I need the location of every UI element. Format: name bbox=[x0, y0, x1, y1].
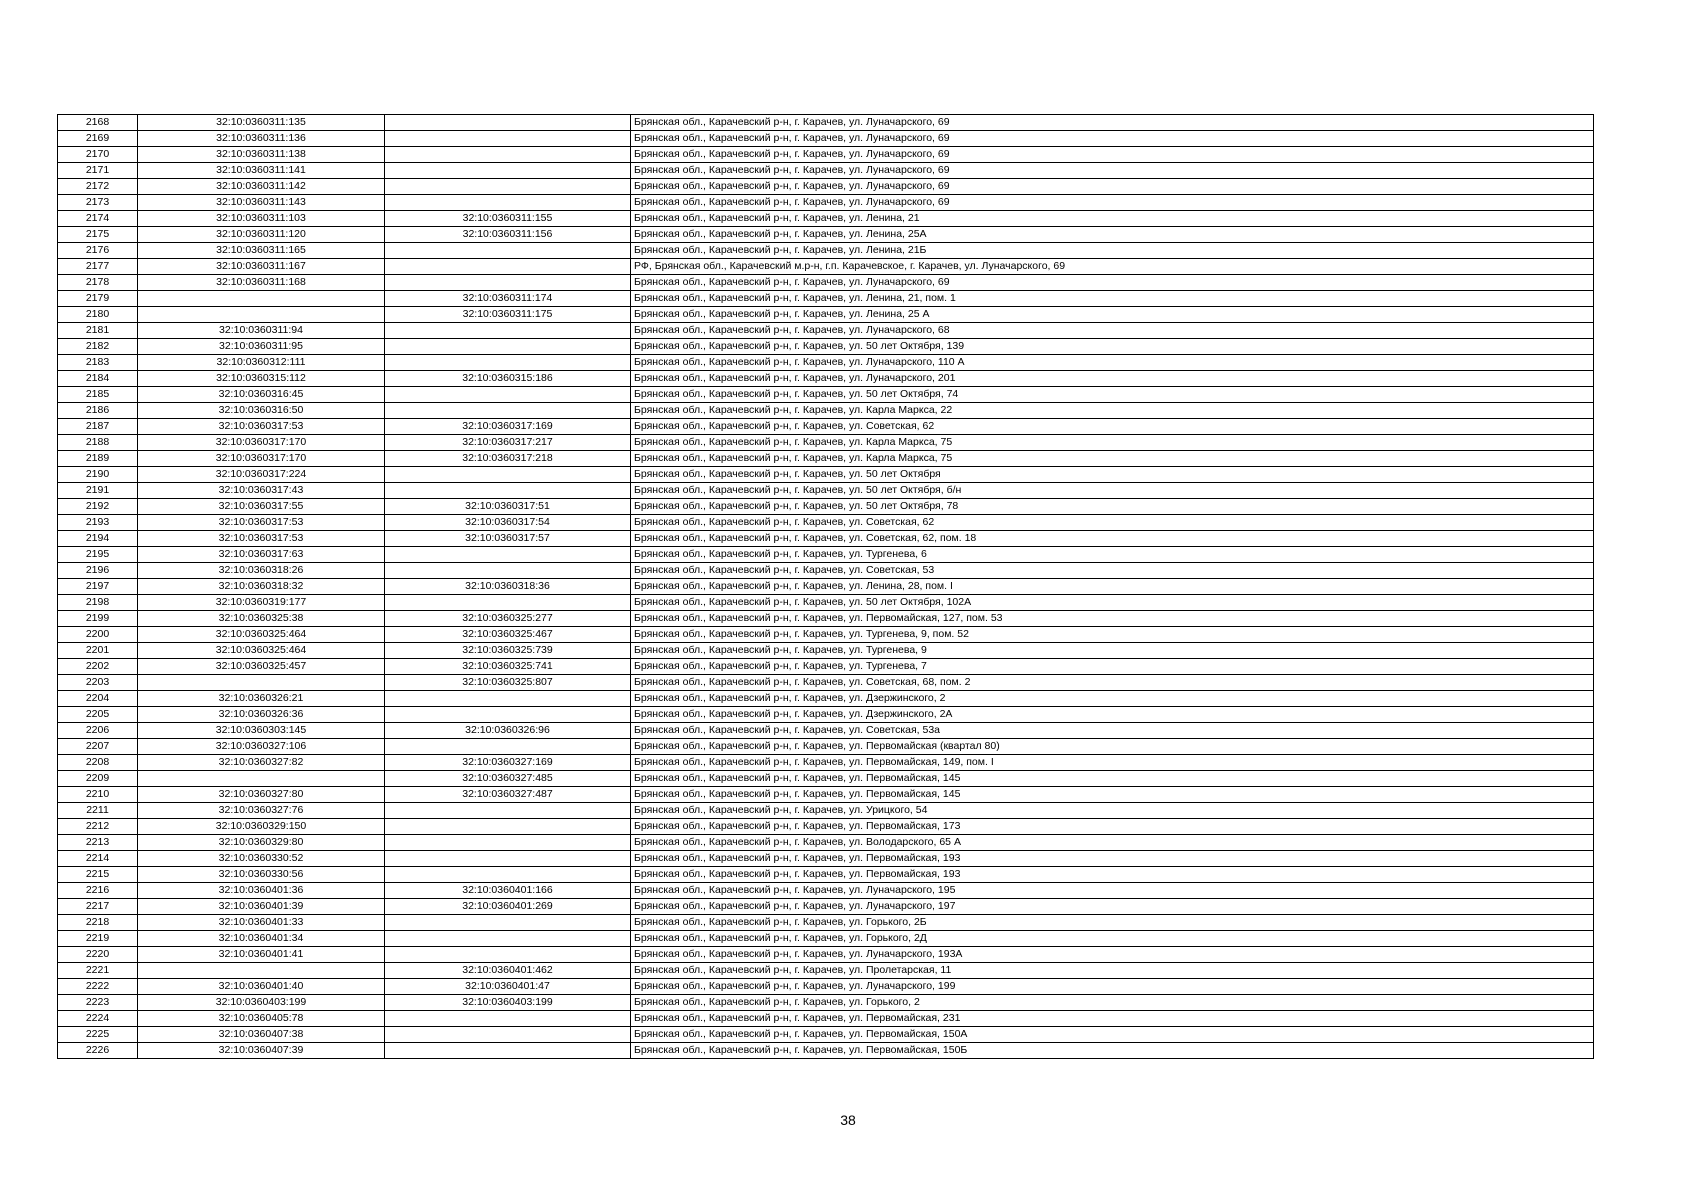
table-row bbox=[58, 563, 1594, 579]
table-row bbox=[58, 547, 1594, 563]
table-row bbox=[58, 899, 1594, 915]
related-cadastral-number-cell bbox=[385, 547, 631, 563]
cadastral-number-cell: 32:10:0360403:199 bbox=[138, 995, 385, 1011]
table-row bbox=[58, 931, 1594, 947]
cadastral-number-cell: 32:10:0360311:141 bbox=[138, 163, 385, 179]
row-number-cell: 2175 bbox=[58, 227, 138, 243]
cadastral-number-cell: 32:10:0360303:145 bbox=[138, 723, 385, 739]
table-row bbox=[58, 531, 1594, 547]
address-cell: Брянская обл., Карачевский р-н, г. Карачев, ул. Первомайская, 193 bbox=[631, 867, 1594, 883]
table-row bbox=[58, 723, 1594, 739]
address-cell: Брянская обл., Карачевский р-н, г. Карачев, ул. Карла Маркса, 75 bbox=[631, 451, 1594, 467]
row-number-cell: 2202 bbox=[58, 659, 138, 675]
table-body bbox=[58, 115, 1594, 1059]
address-cell: Брянская обл., Карачевский р-н, г. Карачев, ул. Луначарского, 195 bbox=[631, 883, 1594, 899]
table-row bbox=[58, 963, 1594, 979]
related-cadastral-number-cell bbox=[385, 595, 631, 611]
property-table bbox=[57, 114, 1594, 1059]
address-cell: Брянская обл., Карачевский р-н, г. Карачев, ул. Первомайская, 145 bbox=[631, 787, 1594, 803]
cadastral-number-cell: 32:10:0360311:136 bbox=[138, 131, 385, 147]
address-cell: Брянская обл., Карачевский р-н, г. Карачев, ул. Карла Маркса, 75 bbox=[631, 435, 1594, 451]
related-cadastral-number-cell: 32:10:0360325:741 bbox=[385, 659, 631, 675]
address-cell: Брянская обл., Карачевский р-н, г. Карачев, ул. 50 лет Октября, 139 bbox=[631, 339, 1594, 355]
table-row bbox=[58, 371, 1594, 387]
row-number-cell: 2173 bbox=[58, 195, 138, 211]
row-number-cell: 2192 bbox=[58, 499, 138, 515]
address-cell: Брянская обл., Карачевский р-н, г. Карачев, ул. Дзержинского, 2 bbox=[631, 691, 1594, 707]
row-number-cell: 2189 bbox=[58, 451, 138, 467]
address-cell: Брянская обл., Карачевский р-н, г. Карачев, ул. Тургенева, 7 bbox=[631, 659, 1594, 675]
table-row bbox=[58, 307, 1594, 323]
address-cell: Брянская обл., Карачевский р-н, г. Карачев, ул. Луначарского, 199 bbox=[631, 979, 1594, 995]
row-number-cell: 2213 bbox=[58, 835, 138, 851]
address-cell: Брянская обл., Карачевский р-н, г. Карачев, ул. Володарского, 65 А bbox=[631, 835, 1594, 851]
related-cadastral-number-cell bbox=[385, 131, 631, 147]
related-cadastral-number-cell: 32:10:0360311:175 bbox=[385, 307, 631, 323]
cadastral-number-cell: 32:10:0360317:63 bbox=[138, 547, 385, 563]
related-cadastral-number-cell bbox=[385, 243, 631, 259]
cadastral-number-cell: 32:10:0360329:150 bbox=[138, 819, 385, 835]
related-cadastral-number-cell: 32:10:0360325:467 bbox=[385, 627, 631, 643]
row-number-cell: 2198 bbox=[58, 595, 138, 611]
address-cell: Брянская обл., Карачевский р-н, г. Карачев, ул. Луначарского, 68 bbox=[631, 323, 1594, 339]
table-row bbox=[58, 675, 1594, 691]
cadastral-number-cell: 32:10:0360311:95 bbox=[138, 339, 385, 355]
cadastral-number-cell: 32:10:0360401:40 bbox=[138, 979, 385, 995]
row-number-cell: 2170 bbox=[58, 147, 138, 163]
cadastral-number-cell: 32:10:0360317:53 bbox=[138, 515, 385, 531]
related-cadastral-number-cell bbox=[385, 339, 631, 355]
table-row bbox=[58, 451, 1594, 467]
table-row bbox=[58, 115, 1594, 131]
row-number-cell: 2199 bbox=[58, 611, 138, 627]
address-cell: Брянская обл., Карачевский р-н, г. Карачев, ул. Луначарского, 69 bbox=[631, 131, 1594, 147]
address-cell: Брянская обл., Карачевский р-н, г. Карачев, ул. Луначарского, 69 bbox=[631, 147, 1594, 163]
address-cell: Брянская обл., Карачевский р-н, г. Карачев, ул. Луначарского, 110 А bbox=[631, 355, 1594, 371]
cadastral-number-cell: 32:10:0360326:21 bbox=[138, 691, 385, 707]
address-cell: Брянская обл., Карачевский р-н, г. Карачев, ул. Урицкого, 54 bbox=[631, 803, 1594, 819]
address-cell: Брянская обл., Карачевский р-н, г. Карачев, ул. Луначарского, 69 bbox=[631, 275, 1594, 291]
cadastral-number-cell: 32:10:0360311:120 bbox=[138, 227, 385, 243]
address-cell: Брянская обл., Карачевский р-н, г. Карачев, ул. Советская, 53а bbox=[631, 723, 1594, 739]
cadastral-number-cell: 32:10:0360318:32 bbox=[138, 579, 385, 595]
table-row bbox=[58, 819, 1594, 835]
cadastral-number-cell bbox=[138, 771, 385, 787]
address-cell: Брянская обл., Карачевский р-н, г. Карачев, ул. Советская, 62, пом. 18 bbox=[631, 531, 1594, 547]
cadastral-number-cell: 32:10:0360327:80 bbox=[138, 787, 385, 803]
related-cadastral-number-cell bbox=[385, 563, 631, 579]
cadastral-number-cell: 32:10:0360311:165 bbox=[138, 243, 385, 259]
cadastral-number-cell: 32:10:0360329:80 bbox=[138, 835, 385, 851]
row-number-cell: 2207 bbox=[58, 739, 138, 755]
table-row bbox=[58, 227, 1594, 243]
address-cell: Брянская обл., Карачевский р-н, г. Карачев, ул. Советская, 53 bbox=[631, 563, 1594, 579]
cadastral-number-cell: 32:10:0360401:33 bbox=[138, 915, 385, 931]
cadastral-number-cell: 32:10:0360317:43 bbox=[138, 483, 385, 499]
related-cadastral-number-cell: 32:10:0360317:54 bbox=[385, 515, 631, 531]
row-number-cell: 2193 bbox=[58, 515, 138, 531]
related-cadastral-number-cell bbox=[385, 1011, 631, 1027]
row-number-cell: 2223 bbox=[58, 995, 138, 1011]
row-number-cell: 2212 bbox=[58, 819, 138, 835]
address-cell: Брянская обл., Карачевский р-н, г. Карачев, ул. Горького, 2Д bbox=[631, 931, 1594, 947]
table-row bbox=[58, 787, 1594, 803]
cadastral-number-cell: 32:10:0360316:50 bbox=[138, 403, 385, 419]
address-cell: Брянская обл., Карачевский р-н, г. Карачев, ул. Первомайская, 150Б bbox=[631, 1043, 1594, 1059]
cadastral-number-cell: 32:10:0360311:103 bbox=[138, 211, 385, 227]
related-cadastral-number-cell: 32:10:0360317:169 bbox=[385, 419, 631, 435]
table-row bbox=[58, 883, 1594, 899]
cadastral-number-cell: 32:10:0360311:142 bbox=[138, 179, 385, 195]
row-number-cell: 2169 bbox=[58, 131, 138, 147]
address-cell: Брянская обл., Карачевский р-н, г. Карачев, ул. Первомайская, 150А bbox=[631, 1027, 1594, 1043]
table-row bbox=[58, 435, 1594, 451]
row-number-cell: 2188 bbox=[58, 435, 138, 451]
cadastral-number-cell: 32:10:0360326:36 bbox=[138, 707, 385, 723]
related-cadastral-number-cell: 32:10:0360317:217 bbox=[385, 435, 631, 451]
related-cadastral-number-cell bbox=[385, 147, 631, 163]
cadastral-number-cell bbox=[138, 675, 385, 691]
table-row bbox=[58, 147, 1594, 163]
cadastral-number-cell bbox=[138, 291, 385, 307]
table-row bbox=[58, 739, 1594, 755]
table-row bbox=[58, 867, 1594, 883]
row-number-cell: 2222 bbox=[58, 979, 138, 995]
table-row bbox=[58, 755, 1594, 771]
row-number-cell: 2216 bbox=[58, 883, 138, 899]
address-cell: Брянская обл., Карачевский р-н, г. Карачев, ул. Советская, 62 bbox=[631, 515, 1594, 531]
address-cell: Брянская обл., Карачевский р-н, г. Карачев, ул. Ленина, 25 А bbox=[631, 307, 1594, 323]
related-cadastral-number-cell: 32:10:0360311:156 bbox=[385, 227, 631, 243]
row-number-cell: 2215 bbox=[58, 867, 138, 883]
table-row bbox=[58, 259, 1594, 275]
cadastral-number-cell: 32:10:0360311:135 bbox=[138, 115, 385, 131]
address-cell: Брянская обл., Карачевский р-н, г. Карачев, ул. Дзержинского, 2А bbox=[631, 707, 1594, 723]
table-row bbox=[58, 1043, 1594, 1059]
related-cadastral-number-cell: 32:10:0360317:57 bbox=[385, 531, 631, 547]
row-number-cell: 2176 bbox=[58, 243, 138, 259]
address-cell: Брянская обл., Карачевский р-н, г. Карачев, ул. Луначарского, 69 bbox=[631, 163, 1594, 179]
address-cell: Брянская обл., Карачевский р-н, г. Карачев, ул. Ленина, 25А bbox=[631, 227, 1594, 243]
related-cadastral-number-cell bbox=[385, 259, 631, 275]
table-row bbox=[58, 691, 1594, 707]
row-number-cell: 2184 bbox=[58, 371, 138, 387]
related-cadastral-number-cell bbox=[385, 691, 631, 707]
row-number-cell: 2197 bbox=[58, 579, 138, 595]
row-number-cell: 2190 bbox=[58, 467, 138, 483]
table-row bbox=[58, 195, 1594, 211]
related-cadastral-number-cell: 32:10:0360327:485 bbox=[385, 771, 631, 787]
address-cell: Брянская обл., Карачевский р-н, г. Карачев, ул. 50 лет Октября, б/н bbox=[631, 483, 1594, 499]
table-row bbox=[58, 499, 1594, 515]
row-number-cell: 2182 bbox=[58, 339, 138, 355]
address-cell: Брянская обл., Карачевский р-н, г. Карачев, ул. Первомайская, 149, пом. I bbox=[631, 755, 1594, 771]
cadastral-number-cell: 32:10:0360317:224 bbox=[138, 467, 385, 483]
address-cell: Брянская обл., Карачевский р-н, г. Карачев, ул. Первомайская, 145 bbox=[631, 771, 1594, 787]
address-cell: Брянская обл., Карачевский р-н, г. Карачев, ул. Тургенева, 9 bbox=[631, 643, 1594, 659]
cadastral-number-cell: 32:10:0360311:138 bbox=[138, 147, 385, 163]
table-row bbox=[58, 611, 1594, 627]
row-number-cell: 2204 bbox=[58, 691, 138, 707]
related-cadastral-number-cell bbox=[385, 403, 631, 419]
related-cadastral-number-cell: 32:10:0360325:739 bbox=[385, 643, 631, 659]
address-cell: РФ, Брянская обл., Карачевский м.р-н, г.п. Карачевское, г. Карачев, ул. Луначарского, 69 bbox=[631, 259, 1594, 275]
address-cell: Брянская обл., Карачевский р-н, г. Карачев, ул. 50 лет Октября bbox=[631, 467, 1594, 483]
row-number-cell: 2187 bbox=[58, 419, 138, 435]
row-number-cell: 2183 bbox=[58, 355, 138, 371]
cadastral-number-cell: 32:10:0360311:143 bbox=[138, 195, 385, 211]
related-cadastral-number-cell: 32:10:0360401:47 bbox=[385, 979, 631, 995]
related-cadastral-number-cell bbox=[385, 835, 631, 851]
address-cell: Брянская обл., Карачевский р-н, г. Карачев, ул. Ленина, 21, пом. 1 bbox=[631, 291, 1594, 307]
row-number-cell: 2220 bbox=[58, 947, 138, 963]
row-number-cell: 2210 bbox=[58, 787, 138, 803]
table-row bbox=[58, 163, 1594, 179]
address-cell: Брянская обл., Карачевский р-н, г. Карачев, ул. Первомайская, 173 bbox=[631, 819, 1594, 835]
address-cell: Брянская обл., Карачевский р-н, г. Карачев, ул. 50 лет Октября, 102А bbox=[631, 595, 1594, 611]
related-cadastral-number-cell: 32:10:0360403:199 bbox=[385, 995, 631, 1011]
page-number: 38 bbox=[840, 1112, 856, 1128]
related-cadastral-number-cell bbox=[385, 739, 631, 755]
address-cell: Брянская обл., Карачевский р-н, г. Карачев, ул. 50 лет Октября, 74 bbox=[631, 387, 1594, 403]
cadastral-number-cell: 32:10:0360325:464 bbox=[138, 627, 385, 643]
cadastral-number-cell: 32:10:0360325:457 bbox=[138, 659, 385, 675]
row-number-cell: 2217 bbox=[58, 899, 138, 915]
address-cell: Брянская обл., Карачевский р-н, г. Карачев, ул. Луначарского, 193А bbox=[631, 947, 1594, 963]
related-cadastral-number-cell: 32:10:0360325:807 bbox=[385, 675, 631, 691]
table-row bbox=[58, 595, 1594, 611]
cadastral-number-cell: 32:10:0360401:34 bbox=[138, 931, 385, 947]
row-number-cell: 2205 bbox=[58, 707, 138, 723]
row-number-cell: 2180 bbox=[58, 307, 138, 323]
cadastral-number-cell: 32:10:0360401:39 bbox=[138, 899, 385, 915]
address-cell: Брянская обл., Карачевский р-н, г. Карачев, ул. Луначарского, 69 bbox=[631, 195, 1594, 211]
cadastral-number-cell: 32:10:0360401:36 bbox=[138, 883, 385, 899]
related-cadastral-number-cell bbox=[385, 323, 631, 339]
cadastral-number-cell bbox=[138, 963, 385, 979]
cadastral-number-cell: 32:10:0360317:170 bbox=[138, 451, 385, 467]
table-row bbox=[58, 467, 1594, 483]
cadastral-number-cell: 32:10:0360327:76 bbox=[138, 803, 385, 819]
table-row bbox=[58, 627, 1594, 643]
row-number-cell: 2214 bbox=[58, 851, 138, 867]
cadastral-number-cell: 32:10:0360311:168 bbox=[138, 275, 385, 291]
table-row bbox=[58, 835, 1594, 851]
row-number-cell: 2209 bbox=[58, 771, 138, 787]
table-row bbox=[58, 339, 1594, 355]
row-number-cell: 2201 bbox=[58, 643, 138, 659]
related-cadastral-number-cell: 32:10:0360311:155 bbox=[385, 211, 631, 227]
address-cell: Брянская обл., Карачевский р-н, г. Карачев, ул. Пролетарская, 11 bbox=[631, 963, 1594, 979]
related-cadastral-number-cell bbox=[385, 707, 631, 723]
related-cadastral-number-cell bbox=[385, 915, 631, 931]
row-number-cell: 2186 bbox=[58, 403, 138, 419]
table-row bbox=[58, 579, 1594, 595]
row-number-cell: 2219 bbox=[58, 931, 138, 947]
address-cell: Брянская обл., Карачевский р-н, г. Карачев, ул. Первомайская, 127, пом. 53 bbox=[631, 611, 1594, 627]
address-cell: Брянская обл., Карачевский р-н, г. Карачев, ул. Тургенева, 6 bbox=[631, 547, 1594, 563]
table-row bbox=[58, 1011, 1594, 1027]
cadastral-number-cell: 32:10:0360407:39 bbox=[138, 1043, 385, 1059]
cadastral-number-cell: 32:10:0360407:38 bbox=[138, 1027, 385, 1043]
address-cell: Брянская обл., Карачевский р-н, г. Карачев, ул. Советская, 68, пом. 2 bbox=[631, 675, 1594, 691]
related-cadastral-number-cell bbox=[385, 355, 631, 371]
related-cadastral-number-cell bbox=[385, 867, 631, 883]
row-number-cell: 2172 bbox=[58, 179, 138, 195]
table-row bbox=[58, 355, 1594, 371]
address-cell: Брянская обл., Карачевский р-н, г. Карачев, ул. Луначарского, 69 bbox=[631, 179, 1594, 195]
related-cadastral-number-cell: 32:10:0360318:36 bbox=[385, 579, 631, 595]
table-row bbox=[58, 771, 1594, 787]
related-cadastral-number-cell: 32:10:0360401:269 bbox=[385, 899, 631, 915]
cadastral-number-cell: 32:10:0360330:52 bbox=[138, 851, 385, 867]
cadastral-number-cell: 32:10:0360319:177 bbox=[138, 595, 385, 611]
related-cadastral-number-cell bbox=[385, 851, 631, 867]
row-number-cell: 2221 bbox=[58, 963, 138, 979]
row-number-cell: 2171 bbox=[58, 163, 138, 179]
table-row bbox=[58, 403, 1594, 419]
row-number-cell: 2177 bbox=[58, 259, 138, 275]
address-cell: Брянская обл., Карачевский р-н, г. Карачев, ул. Советская, 62 bbox=[631, 419, 1594, 435]
row-number-cell: 2178 bbox=[58, 275, 138, 291]
table-row bbox=[58, 1027, 1594, 1043]
address-cell: Брянская обл., Карачевский р-н, г. Карачев, ул. Первомайская, 193 bbox=[631, 851, 1594, 867]
related-cadastral-number-cell bbox=[385, 275, 631, 291]
related-cadastral-number-cell: 32:10:0360327:169 bbox=[385, 755, 631, 771]
row-number-cell: 2224 bbox=[58, 1011, 138, 1027]
related-cadastral-number-cell bbox=[385, 467, 631, 483]
cadastral-number-cell: 32:10:0360311:94 bbox=[138, 323, 385, 339]
cadastral-number-cell: 32:10:0360405:78 bbox=[138, 1011, 385, 1027]
row-number-cell: 2208 bbox=[58, 755, 138, 771]
row-number-cell: 2181 bbox=[58, 323, 138, 339]
cadastral-number-cell: 32:10:0360317:170 bbox=[138, 435, 385, 451]
cadastral-number-cell: 32:10:0360325:38 bbox=[138, 611, 385, 627]
table-row bbox=[58, 659, 1594, 675]
related-cadastral-number-cell bbox=[385, 483, 631, 499]
row-number-cell: 2174 bbox=[58, 211, 138, 227]
table-row bbox=[58, 211, 1594, 227]
table-row bbox=[58, 515, 1594, 531]
row-number-cell: 2194 bbox=[58, 531, 138, 547]
cadastral-number-cell: 32:10:0360311:167 bbox=[138, 259, 385, 275]
related-cadastral-number-cell: 32:10:0360326:96 bbox=[385, 723, 631, 739]
row-number-cell: 2191 bbox=[58, 483, 138, 499]
cadastral-number-cell: 32:10:0360317:53 bbox=[138, 419, 385, 435]
row-number-cell: 2218 bbox=[58, 915, 138, 931]
table-row bbox=[58, 275, 1594, 291]
cadastral-number-cell: 32:10:0360317:55 bbox=[138, 499, 385, 515]
row-number-cell: 2200 bbox=[58, 627, 138, 643]
table-row bbox=[58, 419, 1594, 435]
cadastral-number-cell: 32:10:0360315:112 bbox=[138, 371, 385, 387]
related-cadastral-number-cell: 32:10:0360327:487 bbox=[385, 787, 631, 803]
table-row bbox=[58, 179, 1594, 195]
row-number-cell: 2196 bbox=[58, 563, 138, 579]
address-cell: Брянская обл., Карачевский р-н, г. Карачев, ул. Луначарского, 69 bbox=[631, 115, 1594, 131]
related-cadastral-number-cell: 32:10:0360325:277 bbox=[385, 611, 631, 627]
table-row bbox=[58, 995, 1594, 1011]
address-cell: Брянская обл., Карачевский р-н, г. Карачев, ул. Ленина, 21 bbox=[631, 211, 1594, 227]
table-row bbox=[58, 803, 1594, 819]
related-cadastral-number-cell bbox=[385, 1027, 631, 1043]
related-cadastral-number-cell bbox=[385, 115, 631, 131]
related-cadastral-number-cell bbox=[385, 179, 631, 195]
cadastral-number-cell: 32:10:0360327:82 bbox=[138, 755, 385, 771]
cadastral-number-cell: 32:10:0360330:56 bbox=[138, 867, 385, 883]
cadastral-number-cell: 32:10:0360318:26 bbox=[138, 563, 385, 579]
cadastral-number-cell: 32:10:0360316:45 bbox=[138, 387, 385, 403]
address-cell: Брянская обл., Карачевский р-н, г. Карачев, ул. Луначарского, 197 bbox=[631, 899, 1594, 915]
cadastral-number-cell bbox=[138, 307, 385, 323]
related-cadastral-number-cell: 32:10:0360401:166 bbox=[385, 883, 631, 899]
address-cell: Брянская обл., Карачевский р-н, г. Карачев, ул. Первомайская (квартал 80) bbox=[631, 739, 1594, 755]
related-cadastral-number-cell: 32:10:0360317:51 bbox=[385, 499, 631, 515]
row-number-cell: 2206 bbox=[58, 723, 138, 739]
related-cadastral-number-cell bbox=[385, 163, 631, 179]
table-row bbox=[58, 483, 1594, 499]
related-cadastral-number-cell bbox=[385, 803, 631, 819]
address-cell: Брянская обл., Карачевский р-н, г. Карачев, ул. 50 лет Октября, 78 bbox=[631, 499, 1594, 515]
address-cell: Брянская обл., Карачевский р-н, г. Карачев, ул. Первомайская, 231 bbox=[631, 1011, 1594, 1027]
address-cell: Брянская обл., Карачевский р-н, г. Карачев, ул. Карла Маркса, 22 bbox=[631, 403, 1594, 419]
address-cell: Брянская обл., Карачевский р-н, г. Карачев, ул. Ленина, 21Б bbox=[631, 243, 1594, 259]
cadastral-number-cell: 32:10:0360317:53 bbox=[138, 531, 385, 547]
table-row bbox=[58, 243, 1594, 259]
related-cadastral-number-cell bbox=[385, 931, 631, 947]
cadastral-number-cell: 32:10:0360312:111 bbox=[138, 355, 385, 371]
row-number-cell: 2226 bbox=[58, 1043, 138, 1059]
row-number-cell: 2168 bbox=[58, 115, 138, 131]
table-row bbox=[58, 387, 1594, 403]
address-cell: Брянская обл., Карачевский р-н, г. Карачев, ул. Горького, 2Б bbox=[631, 915, 1594, 931]
table-row bbox=[58, 851, 1594, 867]
row-number-cell: 2179 bbox=[58, 291, 138, 307]
related-cadastral-number-cell bbox=[385, 819, 631, 835]
table-row bbox=[58, 979, 1594, 995]
address-cell: Брянская обл., Карачевский р-н, г. Карачев, ул. Горького, 2 bbox=[631, 995, 1594, 1011]
related-cadastral-number-cell bbox=[385, 387, 631, 403]
cadastral-number-cell: 32:10:0360325:464 bbox=[138, 643, 385, 659]
related-cadastral-number-cell bbox=[385, 195, 631, 211]
related-cadastral-number-cell: 32:10:0360315:186 bbox=[385, 371, 631, 387]
related-cadastral-number-cell: 32:10:0360317:218 bbox=[385, 451, 631, 467]
table-row bbox=[58, 707, 1594, 723]
table-row bbox=[58, 947, 1594, 963]
row-number-cell: 2225 bbox=[58, 1027, 138, 1043]
table-row bbox=[58, 643, 1594, 659]
table-row bbox=[58, 915, 1594, 931]
related-cadastral-number-cell: 32:10:0360401:462 bbox=[385, 963, 631, 979]
row-number-cell: 2185 bbox=[58, 387, 138, 403]
table-row bbox=[58, 291, 1594, 307]
address-cell: Брянская обл., Карачевский р-н, г. Карачев, ул. Ленина, 28, пом. I bbox=[631, 579, 1594, 595]
cadastral-number-cell: 32:10:0360327:106 bbox=[138, 739, 385, 755]
row-number-cell: 2211 bbox=[58, 803, 138, 819]
related-cadastral-number-cell bbox=[385, 947, 631, 963]
table-row bbox=[58, 323, 1594, 339]
cadastral-number-cell: 32:10:0360401:41 bbox=[138, 947, 385, 963]
row-number-cell: 2195 bbox=[58, 547, 138, 563]
related-cadastral-number-cell: 32:10:0360311:174 bbox=[385, 291, 631, 307]
row-number-cell: 2203 bbox=[58, 675, 138, 691]
address-cell: Брянская обл., Карачевский р-н, г. Карачев, ул. Тургенева, 9, пом. 52 bbox=[631, 627, 1594, 643]
related-cadastral-number-cell bbox=[385, 1043, 631, 1059]
table-row bbox=[58, 131, 1594, 147]
address-cell: Брянская обл., Карачевский р-н, г. Карачев, ул. Луначарского, 201 bbox=[631, 371, 1594, 387]
